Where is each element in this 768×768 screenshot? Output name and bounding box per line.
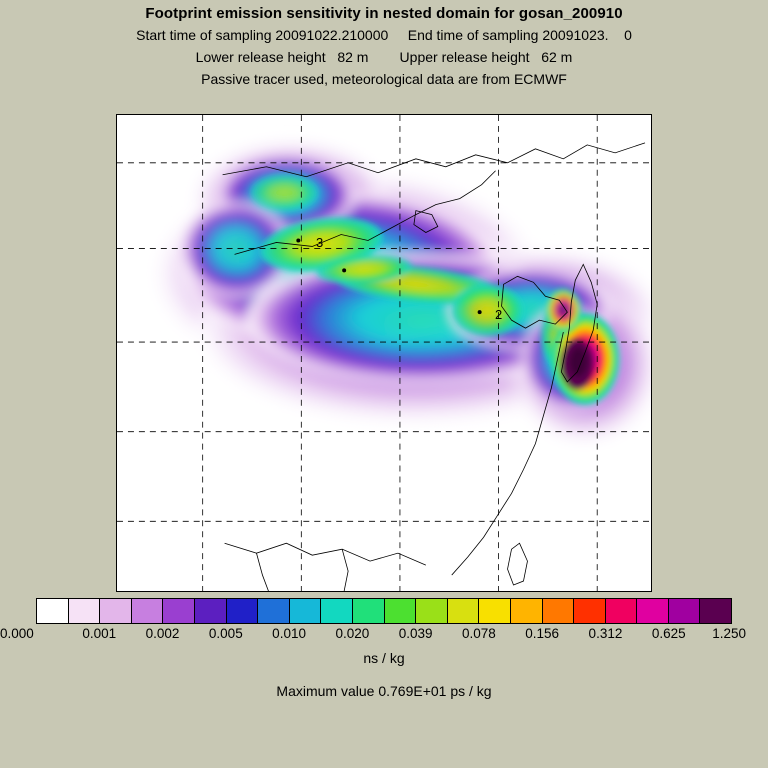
colorbar-tick: 0.039 bbox=[398, 626, 433, 641]
colorbar-swatch bbox=[69, 599, 101, 623]
map-panel bbox=[116, 114, 652, 592]
colorbar-swatch bbox=[385, 599, 417, 623]
station-label-3: 3 bbox=[316, 235, 324, 250]
colorbar-tick: 0.002 bbox=[145, 626, 180, 641]
colorbar-tick: 0.000 bbox=[0, 626, 34, 641]
colorbar-swatch bbox=[258, 599, 290, 623]
colorbar-tick: 1.250 bbox=[712, 626, 746, 641]
colorbar-tick: 0.625 bbox=[651, 626, 686, 641]
colorbar-swatch bbox=[574, 599, 606, 623]
colorbar-tick: 0.078 bbox=[462, 626, 496, 641]
page-title: Footprint emission sensitivity in nested domain for gosan_200910 bbox=[145, 5, 623, 22]
colorbar-tick: 0.005 bbox=[208, 626, 243, 641]
colorbar-swatch bbox=[353, 599, 385, 623]
colorbar-swatch bbox=[637, 599, 669, 623]
sampling-time-line: Start time of sampling 20091022.210000 End time of sampling 20091023. 0 bbox=[136, 27, 632, 43]
colorbar-swatch bbox=[132, 599, 164, 623]
title-block bbox=[0, 4, 768, 90]
colorbar-tick: 0.312 bbox=[588, 626, 623, 641]
colorbar-swatch bbox=[227, 599, 259, 623]
colorbar-swatch bbox=[100, 599, 132, 623]
colorbar-unit-label: ns / kg bbox=[363, 650, 405, 666]
colorbar-swatch bbox=[290, 599, 322, 623]
colorbar-tick: 0.001 bbox=[82, 626, 117, 641]
colorbar-swatch bbox=[511, 599, 543, 623]
tracer-meteorology-line: Passive tracer used, meteorological data are from ECMWF bbox=[201, 71, 567, 87]
plume-hotspot-north bbox=[545, 288, 581, 332]
colorbar-swatch bbox=[669, 599, 701, 623]
colorbar-tick-labels bbox=[0, 626, 768, 642]
release-height-line: Lower release height 82 m Upper release height 62 m bbox=[195, 49, 573, 65]
colorbar-swatch bbox=[700, 599, 731, 623]
station-label-2: 2 bbox=[495, 307, 503, 322]
colorbar-swatch bbox=[321, 599, 353, 623]
footprint-heatmap bbox=[117, 115, 651, 591]
colorbar-swatch bbox=[416, 599, 448, 623]
colorbar-tick: 0.020 bbox=[335, 626, 370, 641]
colorbar-swatch bbox=[37, 599, 69, 623]
colorbar-tick: 0.156 bbox=[525, 626, 560, 641]
colorbar-swatch bbox=[606, 599, 638, 623]
colorbar-swatch bbox=[195, 599, 227, 623]
colorbar-swatches bbox=[36, 598, 732, 624]
colorbar bbox=[36, 598, 732, 624]
colorbar-swatch bbox=[448, 599, 480, 623]
colorbar-swatch bbox=[543, 599, 575, 623]
colorbar-swatch bbox=[479, 599, 511, 623]
colorbar-swatch bbox=[163, 599, 195, 623]
colorbar-tick: 0.010 bbox=[272, 626, 306, 641]
maximum-value-label: Maximum value 0.769E+01 ps / kg bbox=[276, 683, 492, 699]
